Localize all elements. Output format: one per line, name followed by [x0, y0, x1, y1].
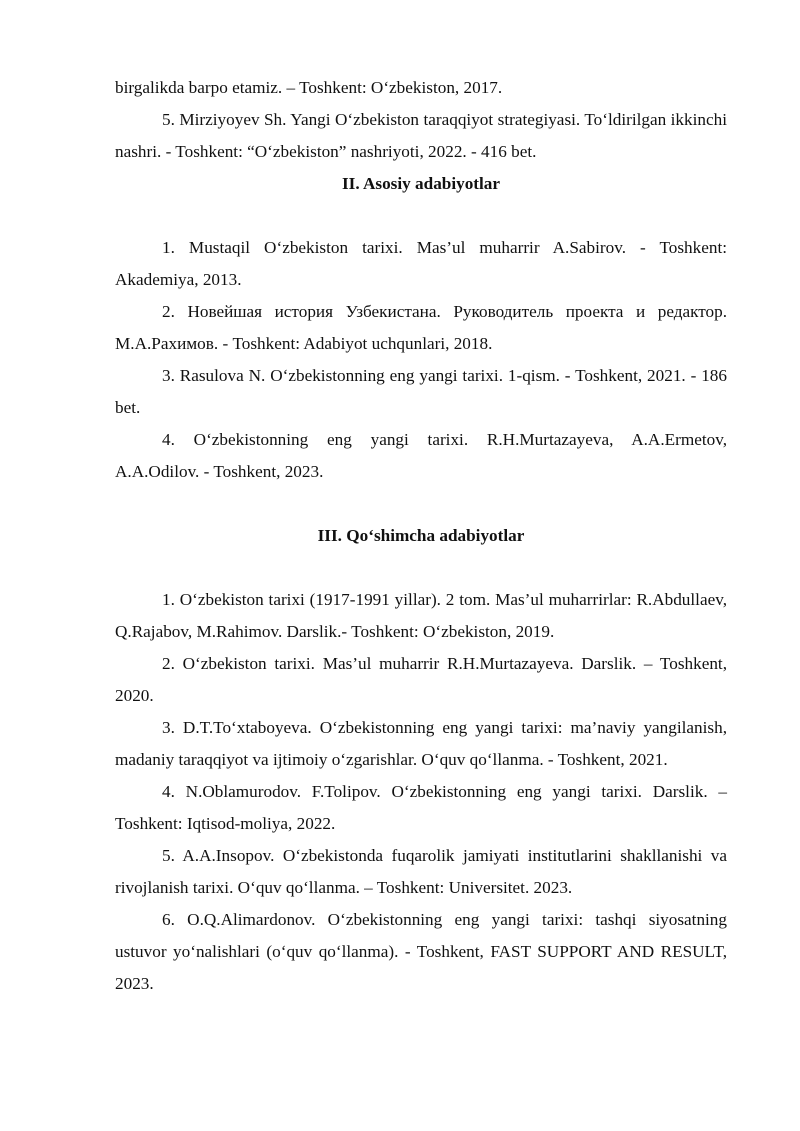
section-heading-main-literature: II. Asosiy adabiyotlar	[341, 174, 501, 193]
blank-line	[115, 552, 727, 584]
bibliography-item: 4. N.Oblamurodov. F.Tolipov. O‘zbekistonning eng yangi tarixi. Darslik. – Toshkent: Iqtisod-moliya, 2022.	[115, 782, 727, 833]
bibliography-item: 5. Mirziyoyev Sh. Yangi O‘zbekiston taraqqiyot strategiyasi. To‘ldirilgan ikkinchi nashri. - Toshkent: “O‘zbekiston” nashriyoti, 2022. - 416 bet.	[115, 110, 727, 161]
blank-line	[115, 488, 727, 520]
bibliography-item: 2. O‘zbekiston tarixi. Mas’ul muharrir R.H.Murtazayeva. Darslik. – Toshkent, 2020.	[115, 654, 727, 705]
blank-line	[115, 200, 727, 232]
bibliography-item: 4. O‘zbekistonning eng yangi tarixi. R.H.Murtazayeva, A.A.Ermetov, A.A.Odilov. - Toshkent, 2023.	[115, 430, 727, 481]
bibliography-item: 3. Rasulova N. O‘zbekistonning eng yangi tarixi. 1-qism. - Toshkent, 2021. - 186 bet.	[115, 366, 727, 417]
bibliography-item: 2. Новейшая история Узбекистана. Руководитель проекта и редактор. М.А.Рахимов. - Toshkent: Adabiyot uchqunlari, 2018.	[115, 302, 727, 353]
bibliography-item: 1. Mustaqil O‘zbekiston tarixi. Mas’ul muharrir A.Sabirov. - Toshkent: Akademiya, 2013.	[115, 238, 727, 289]
document-page	[115, 72, 727, 1000]
bibliography-continuation: birgalikda barpo etamiz. – Toshkent: O‘zbekiston, 2017.	[115, 78, 503, 97]
bibliography-item: 3. D.T.To‘xtaboyeva. O‘zbekistonning eng yangi tarixi: ma’naviy yangilanish, madaniy taraqqiyot va ijtimoiy o‘zgarishlar. O‘quv qo‘llanma. - Toshkent, 2021.	[115, 718, 727, 769]
bibliography-item: 5. A.A.Insopov. O‘zbekistonda fuqarolik jamiyati institutlarini shakllanishi va rivojlanish tarixi. O‘quv qo‘llanma. – Toshkent: Universitet. 2023.	[115, 846, 727, 897]
bibliography-item: 6. O.Q.Alimardonov. O‘zbekistonning eng yangi tarixi: tashqi siyosatning ustuvor yo‘nalishlari (o‘quv qo‘llanma). - Toshkent, FAST SUPPORT AND RESULT, 2023.	[115, 910, 727, 993]
bibliography-item: 1. O‘zbekiston tarixi (1917-1991 yillar). 2 tom. Mas’ul muharrirlar: R.Abdullaev, Q.Rajabov, M.Rahimov. Darslik.- Toshkent: O‘zbekiston, 2019.	[115, 590, 727, 641]
section-heading-additional-literature: III. Qo‘shimcha adabiyotlar	[317, 526, 525, 545]
